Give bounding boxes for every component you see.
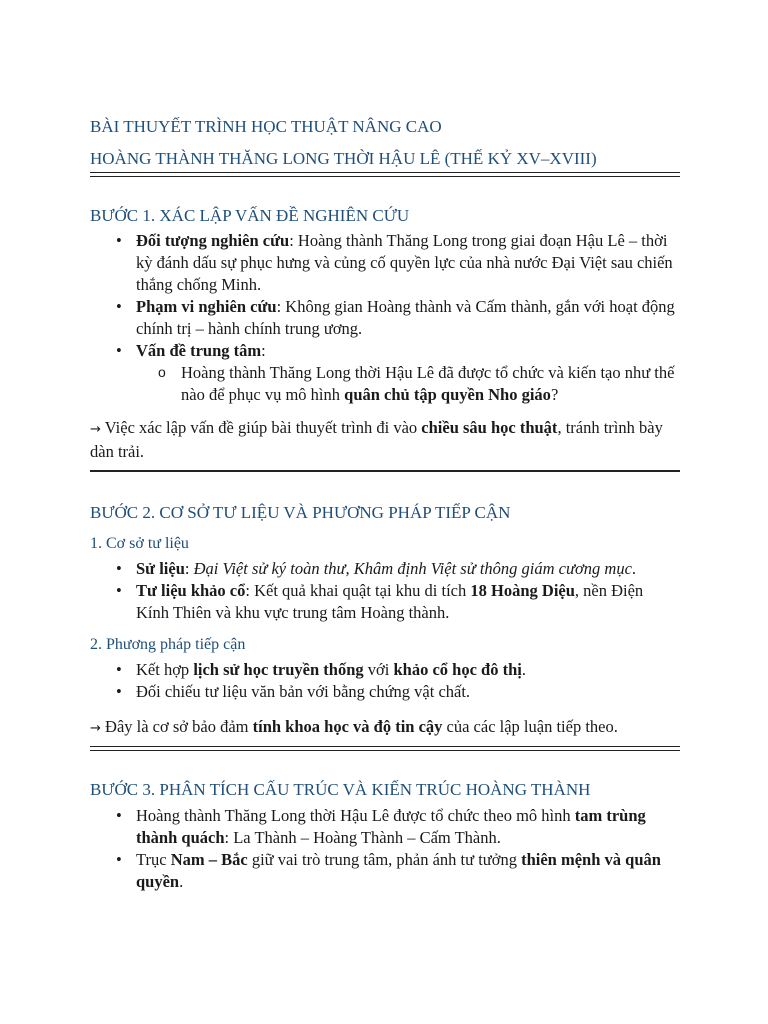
item-bold: tam trùng thành quách [136,806,646,847]
conclusion-bold: chiều sâu học thuật [421,418,558,437]
step2-list-1 [90,558,680,624]
item-text-end: , nền Điện Kính Thiên và khu vực trung tâm Hoàng thành. [136,581,644,622]
conclusion-end: của các lập luận tiếp theo. [442,717,618,736]
conclusion-bold: tính khoa học và độ tin cậy [252,717,443,736]
item-text: Trục [136,850,171,869]
list-item [90,580,680,624]
step3-list [90,805,680,893]
item-end: . [631,559,637,578]
list-item [90,805,680,849]
item-text: : Không gian Hoàng thành và Cấm thành, gắn với hoạt động chính trị – hành chính trung ương. [136,297,675,338]
item-bold: khảo cổ học đô thị [393,660,522,679]
sub-list [90,362,680,406]
list-item [90,681,680,703]
sub-item-bold: quân chủ tập quyền Nho giáo [344,385,551,404]
item-bold: thiên mệnh và quân quyền [136,850,661,891]
item-bold: 18 Hoàng Diệu [470,581,575,600]
item-text: : Kết quả khai quật tại khu di tích [245,581,471,600]
step3-heading: BƯỚC 3. PHÂN TÍCH CẤU TRÚC VÀ KIẾN TRÚC HOÀNG THÀNH [90,780,591,799]
item-end: . [521,660,526,679]
item-text: : [184,559,194,578]
sub-list-item [90,362,680,406]
step2-heading: BƯỚC 2. CƠ SỞ TƯ LIỆU VÀ PHƯƠNG PHÁP TIẾP CẬN [90,503,511,522]
item-text: : [261,341,266,360]
step2-subheading-2: 2. Phương pháp tiếp cận [90,636,246,653]
item-text: Đối chiếu tư liệu văn bản với bằng chứng vật chất. [136,682,471,701]
step1-heading: BƯỚC 1. XÁC LẬP VẤN ĐỀ NGHIÊN CỨU [90,206,410,225]
step2-subheading-1: 1. Cơ sở tư liệu [90,535,189,552]
item-label: Đối tượng nghiên cứu [136,231,290,250]
list-item [90,558,680,580]
conclusion-text: Đây là cơ sở bảo đảm [100,717,253,736]
step1-list [90,230,680,406]
list-item [90,230,680,296]
conclusion-end: , tránh trình bày dàn trải. [90,418,663,461]
item-text-end: : La Thành – Hoàng Thành – Cấm Thành. [224,828,501,847]
item-label: Vấn đề trung tâm [136,341,262,360]
step2-conclusion [90,716,680,740]
document-title-line-1: BÀI THUYẾT TRÌNH HỌC THUẬT NÂNG CAO [90,117,442,136]
document-title-line-2: HOÀNG THÀNH THĂNG LONG THỜI HẬU LÊ (THẾ KỶ XV–XVIII) [90,149,597,168]
item-bold: lịch sử học truyền thống [193,660,364,679]
list-item [90,296,680,340]
list-item [90,659,680,681]
item-label: Phạm vi nghiên cứu [136,297,277,316]
item-text: : Hoàng thành Thăng Long trong giai đoạn Hậu Lê – thời kỳ đánh dấu sự phục hưng và củng cố quyền lực của nhà nước Đại Việt sau chiến thắng chống Minh. [136,231,673,294]
arrow-icon: → [90,422,101,437]
item-text: Hoàng thành Thăng Long thời Hậu Lê được tổ chức theo mô hình [136,806,575,825]
item-label: Sử liệu [136,559,185,578]
title-divider [90,172,680,177]
item-text: giữ vai trò trung tâm, phản ánh tư tưởng [247,850,522,869]
step2-list-2 [90,659,680,703]
item-text: với [363,660,394,679]
item-end: . [179,872,184,891]
conclusion-text: Việc xác lập vấn đề giúp bài thuyết trình đi vào [100,418,422,437]
arrow-icon: → [90,721,101,736]
item-italic: Đại Việt sử ký toàn thư, Khâm định Việt sử thông giám cương mục [193,559,632,578]
step1-conclusion [90,417,680,463]
section-divider [90,470,680,472]
item-label: Tư liệu khảo cổ [136,581,246,600]
item-text: Kết hợp [136,660,194,679]
section-divider [90,746,680,751]
list-item [90,849,680,893]
list-item [90,340,680,362]
sub-item-text: Hoàng thành Thăng Long thời Hậu Lê đã được tổ chức và kiến tạo như thế nào để phục vụ mô hình [181,363,675,404]
item-bold: Nam – Bắc [170,850,248,869]
sub-item-end: ? [550,385,559,404]
